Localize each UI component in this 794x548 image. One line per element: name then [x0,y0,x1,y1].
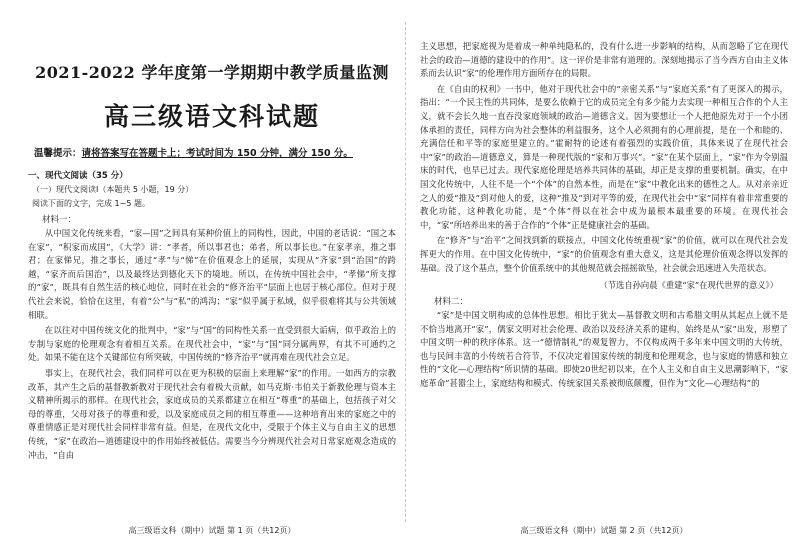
paragraph: 在以往对中国传统文化的批判中，“家”与“国”的同构性关系一直受到很大诟病，似乎政治上的专制与家庭的伦理观念有着相互关系。在现代社会中，“家”与“国”同分属两界，有其不可通约之处。如果不能在这个关键部位有所突破，中国传统的“修齐治平”就再难在现代社会立足。 [28,325,396,363]
warm-tip [28,145,396,159]
material-two-label: 材料二： [434,297,469,308]
paragraph: 从中国文化传统来看，“家—国”之间具有某种价值上的同构性，因此，中国的老话说：“国之本在家”，“积家而成国”，《大学》讲：“孝者，所以事君也；弟者，所以事长也。”在家孝亲，推之事君；在家悌兄，推之事长，通过“孝”与“悌”在价值观念上的延展，实现从“齐家”到“治国”的跨越，“家齐而后国治”，以及最终达到德化天下的境地。所以，在传统中国社会中，“孝悌”所支撑的“家”，既具有自然生活的核心地位，同时在社会的“修齐治平”层面上也居于核心部位。但对于现代社会来说，恰恰在这里，有着“公”与“私”的鸿沟；“家”似乎属于私域，似乎很难将其与公共领域相联。 [28,228,396,320]
paragraph: 在“修齐”与“治平”之间找到新的联接点，中国文化传统重视“家”的价值，就可以在现代社会发挥更大的作用。在中国文化传统中，“家”的价值观念有重大意义，这是其伦理价值观念得以发挥的基础。没了这个基点，整个价值系统中的其他规范就会摇摇欲坠，社会就会迅速进入失范状态。 [420,235,788,273]
reading-instruction: 阅读下面的文字，完成 1~5 题。 [32,199,150,208]
exam-title: 2021-2022 学年度第一学期期中教学质量监测 [35,63,389,82]
source-citation: （节选自孙向晨《重建“家”在现代世界的意义》） [599,280,778,291]
warm-tip-body: 请将答案写在答题卡上；考试时间为 150 分钟，满分 150 分。 [81,148,353,159]
right-column [420,0,788,548]
subsection-heading: （一）现代文阅读Ⅰ（本题共 5 小题，19 分） [32,185,194,194]
paragraph: “家”是中国文明构成的总体性思想。相比于犹太—基督教文明和古希腊文明从其起点上就不是不恰当地离开“家”，儒家文明对社会伦理、政治以及经济关系的建构，始终是从“家”出发，形塑了中国文明一种的秩序体系。这一“德情制礼”的观复智力，不仅构成两千多年来中国文明的大传统，也与民间丰富的小传统若合符节，不仅决定着国家传统的制度和伦理观念，也与家庭的情感和独立性的“文化—心理结构”所识情的基础。即使20世纪初以来，在个人主义和自由主义思潮影响下，“家庭革命”甚嚣尘上，家庭结构和模式、传统家国关系被彻底颠覆，但作为“文化—心理结构”的 [420,310,788,389]
page-footer-2: 高三级语文科（期中）试题 第 2 页（共12页） [520,526,688,535]
column-divider [405,22,407,522]
section-heading: 一、现代文阅读（35 分） [28,171,128,181]
paragraph: 事实上，在现代社会，我们同样可以在更为积极的层面上来理解“家”的作用。一如西方的宗教改革，其产生之后的基督教新教对于现代社会有着极大贡献，如马克斯·韦伯关于新教伦理与资本主义精神所揭示的那样。在现代社会，家庭成员的关系都建立在相互“尊重”的基础上，包括孩子对父母的尊重，父母对孩子的尊重和爱，以及家庭成员之间的相互尊重——这种培育出来的家庭之中的尊重情感正是对现代社会同样非常有益。但是，在现代文化中，受限于个体主义与自由主义的思想传统，“家”在政治—道德建设中的作用始终被低估。需要当今分辨现代社会对日常家庭观念造成的冲击，“自由 [28,367,396,460]
paragraph: 在《自由的权利》一书中，他对于现代社会中的“亲密关系”与“家庭关系”有了更深入的揭示，指出：“一个民主性的共同体，是要么依赖于它的成员完全有多少能力去实现一种相互合作的个人主义，就不会长久地一直吞没家庭领域的政治—道德含义。因为要想让一个人把他原先对于一个小团体承担的责任，同样方向为社会整体的利益服务，这个人必须拥有的心理前提，是在一个和睦的、充满信任和平等的家庭里建立的。”霍耐特的论述有着强烈的实践价值，具体来说了在现代社会中“家”的政治—道德意义，算是一种现代版的“家和万事兴”。“家”在某个层面上，“家”作为令别温床的时代，也早已过去。现代家庭伦理是培养共同体的基础，却正是支撑的重要机制。确实，在中国文化传统中，人往不是一个“个体”的自然本性，而是在“家”中教化出来的德性之人。从对亲亲近之人的爱“推及”到对他人的爱，这种“推及”到对平等的爱，在现代社会中“家”同样有着非常重要的教化功能，这种教化功能，是“个体”得以在社会中成为最根本最重要的环境。在现代社会中，“家”所培养出来的善于合作的“个体”正是健康社会的基础。 [420,83,788,230]
paragraph: 主义思想，把家庭视为是着成一种单纯隐私的，没有什么进一步影响的结构，从而忽略了它在现代社会的政治—道德的建设中的作用”。这一评价是非常有道理的。深刻地揭示了当今西方自由主义体系而去认识“家”的伦理作用方面所存在的局限。 [420,41,788,79]
paper-title: 高三级语文科试题 [103,102,320,131]
warm-tip-label: 温馨提示： [34,148,82,159]
material-one-label: 材料一： [42,215,77,225]
left-column [28,0,396,548]
page-footer-1: 高三级语文科（期中）试题 第 1 页（共12页） [128,526,296,535]
